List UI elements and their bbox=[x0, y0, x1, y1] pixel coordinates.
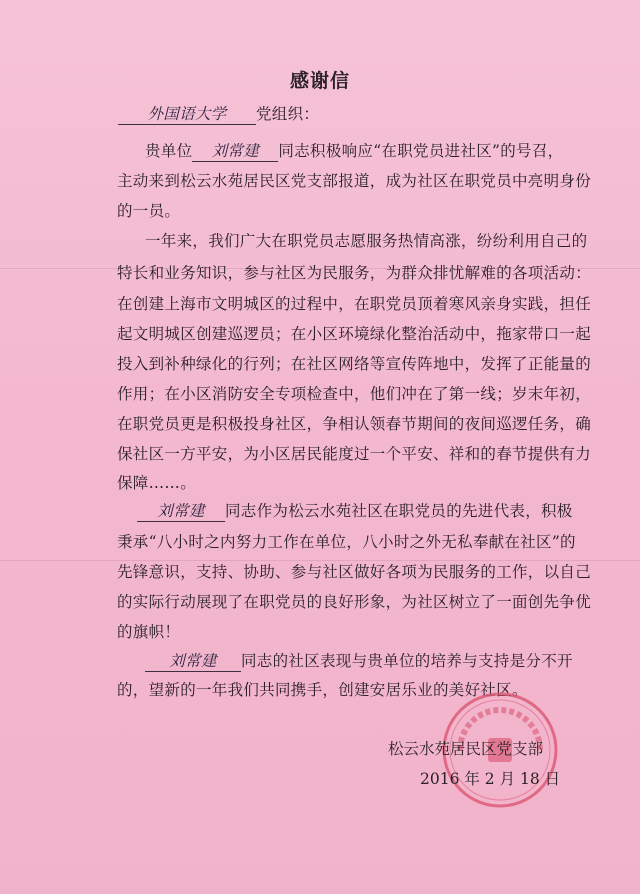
person-name-handwritten: 刘常建 bbox=[145, 651, 241, 672]
recipient-org-handwritten: 外国语大学 bbox=[118, 104, 256, 125]
text-segment: 同志的社区表现与贵单位的培养与支持是分不开 bbox=[241, 652, 573, 670]
paragraph-1-line-2: 主动来到松云水苑居民区党支部报道，成为社区在职党员中亮明身份 bbox=[117, 172, 592, 190]
text-segment: 贵单位 bbox=[145, 142, 193, 160]
paragraph-3-line-1 bbox=[137, 501, 573, 522]
signature-date: 2016 年 2 月 18 日 bbox=[420, 770, 561, 788]
paragraph-2-line: 在职党员更是积极投身社区，争相认领春节期间的夜间巡逻任务，确 bbox=[117, 415, 592, 433]
paragraph-4-line-2: 的，望新的一年我们共同携手，创建安居乐业的美好社区。 bbox=[117, 681, 528, 699]
paragraph-3-line: 秉承“八小时之内努力工作在单位，八小时之外无私奉献在社区”的 bbox=[117, 533, 576, 551]
paragraph-2-line: 保障……。 bbox=[117, 474, 197, 492]
text-segment: 同志作为松云水苑社区在职党员的先进代表，积极 bbox=[225, 502, 573, 520]
paragraph-2-line: 在创建上海市文明城区的过程中，在职党员顶着寒风亲身实践，担任 bbox=[117, 295, 592, 313]
text-segment: 同志积极响应“在职党员进社区”的号召， bbox=[278, 142, 564, 160]
paragraph-4-line-1 bbox=[145, 651, 573, 672]
recipient-line bbox=[118, 104, 319, 125]
paragraph-3-line: 的实际行动展现了在职党员的良好形象，为社区树立了一面创先争优 bbox=[117, 593, 592, 611]
paragraph-2-line: 投入到补种绿化的行列；在社区网络等宣传阵地中，发挥了正能量的 bbox=[117, 355, 592, 373]
paragraph-2-line: 一年来，我们广大在职党员志愿服务热情高涨，纷纷利用自己的 bbox=[145, 232, 588, 250]
paragraph-3-line: 先锋意识，支持、协助、参与社区做好各项为民服务的工作，以自己 bbox=[117, 563, 592, 581]
paragraph-2-line: 作用；在小区消防安全专项检查中，他们冲在了第一线；岁末年初， bbox=[117, 385, 592, 403]
paragraph-3-line: 的旗帜！ bbox=[117, 623, 181, 641]
paper-fold-line bbox=[0, 560, 640, 561]
person-name-handwritten: 刘常建 bbox=[192, 141, 278, 162]
paragraph-2-line: 保社区一方平安，为小区居民能度过一个平安、祥和的春节提供有力 bbox=[117, 445, 592, 463]
recipient-suffix: 党组织： bbox=[256, 105, 320, 123]
paragraph-1-line-3: 的一员。 bbox=[117, 202, 181, 220]
person-name-handwritten: 刘常建 bbox=[137, 501, 225, 522]
paragraph-1-line-1 bbox=[145, 141, 563, 162]
letter-title: 感谢信 bbox=[289, 70, 350, 92]
paragraph-2-line: 起文明城区创建巡逻员；在小区环境绿化整治活动中，拖家带口一起 bbox=[117, 325, 592, 343]
signature-org: 松云水苑居民区党支部 bbox=[388, 740, 544, 758]
paragraph-2-line: 特长和业务知识，参与社区为民服务，为群众排忧解难的各项活动： bbox=[117, 264, 592, 282]
